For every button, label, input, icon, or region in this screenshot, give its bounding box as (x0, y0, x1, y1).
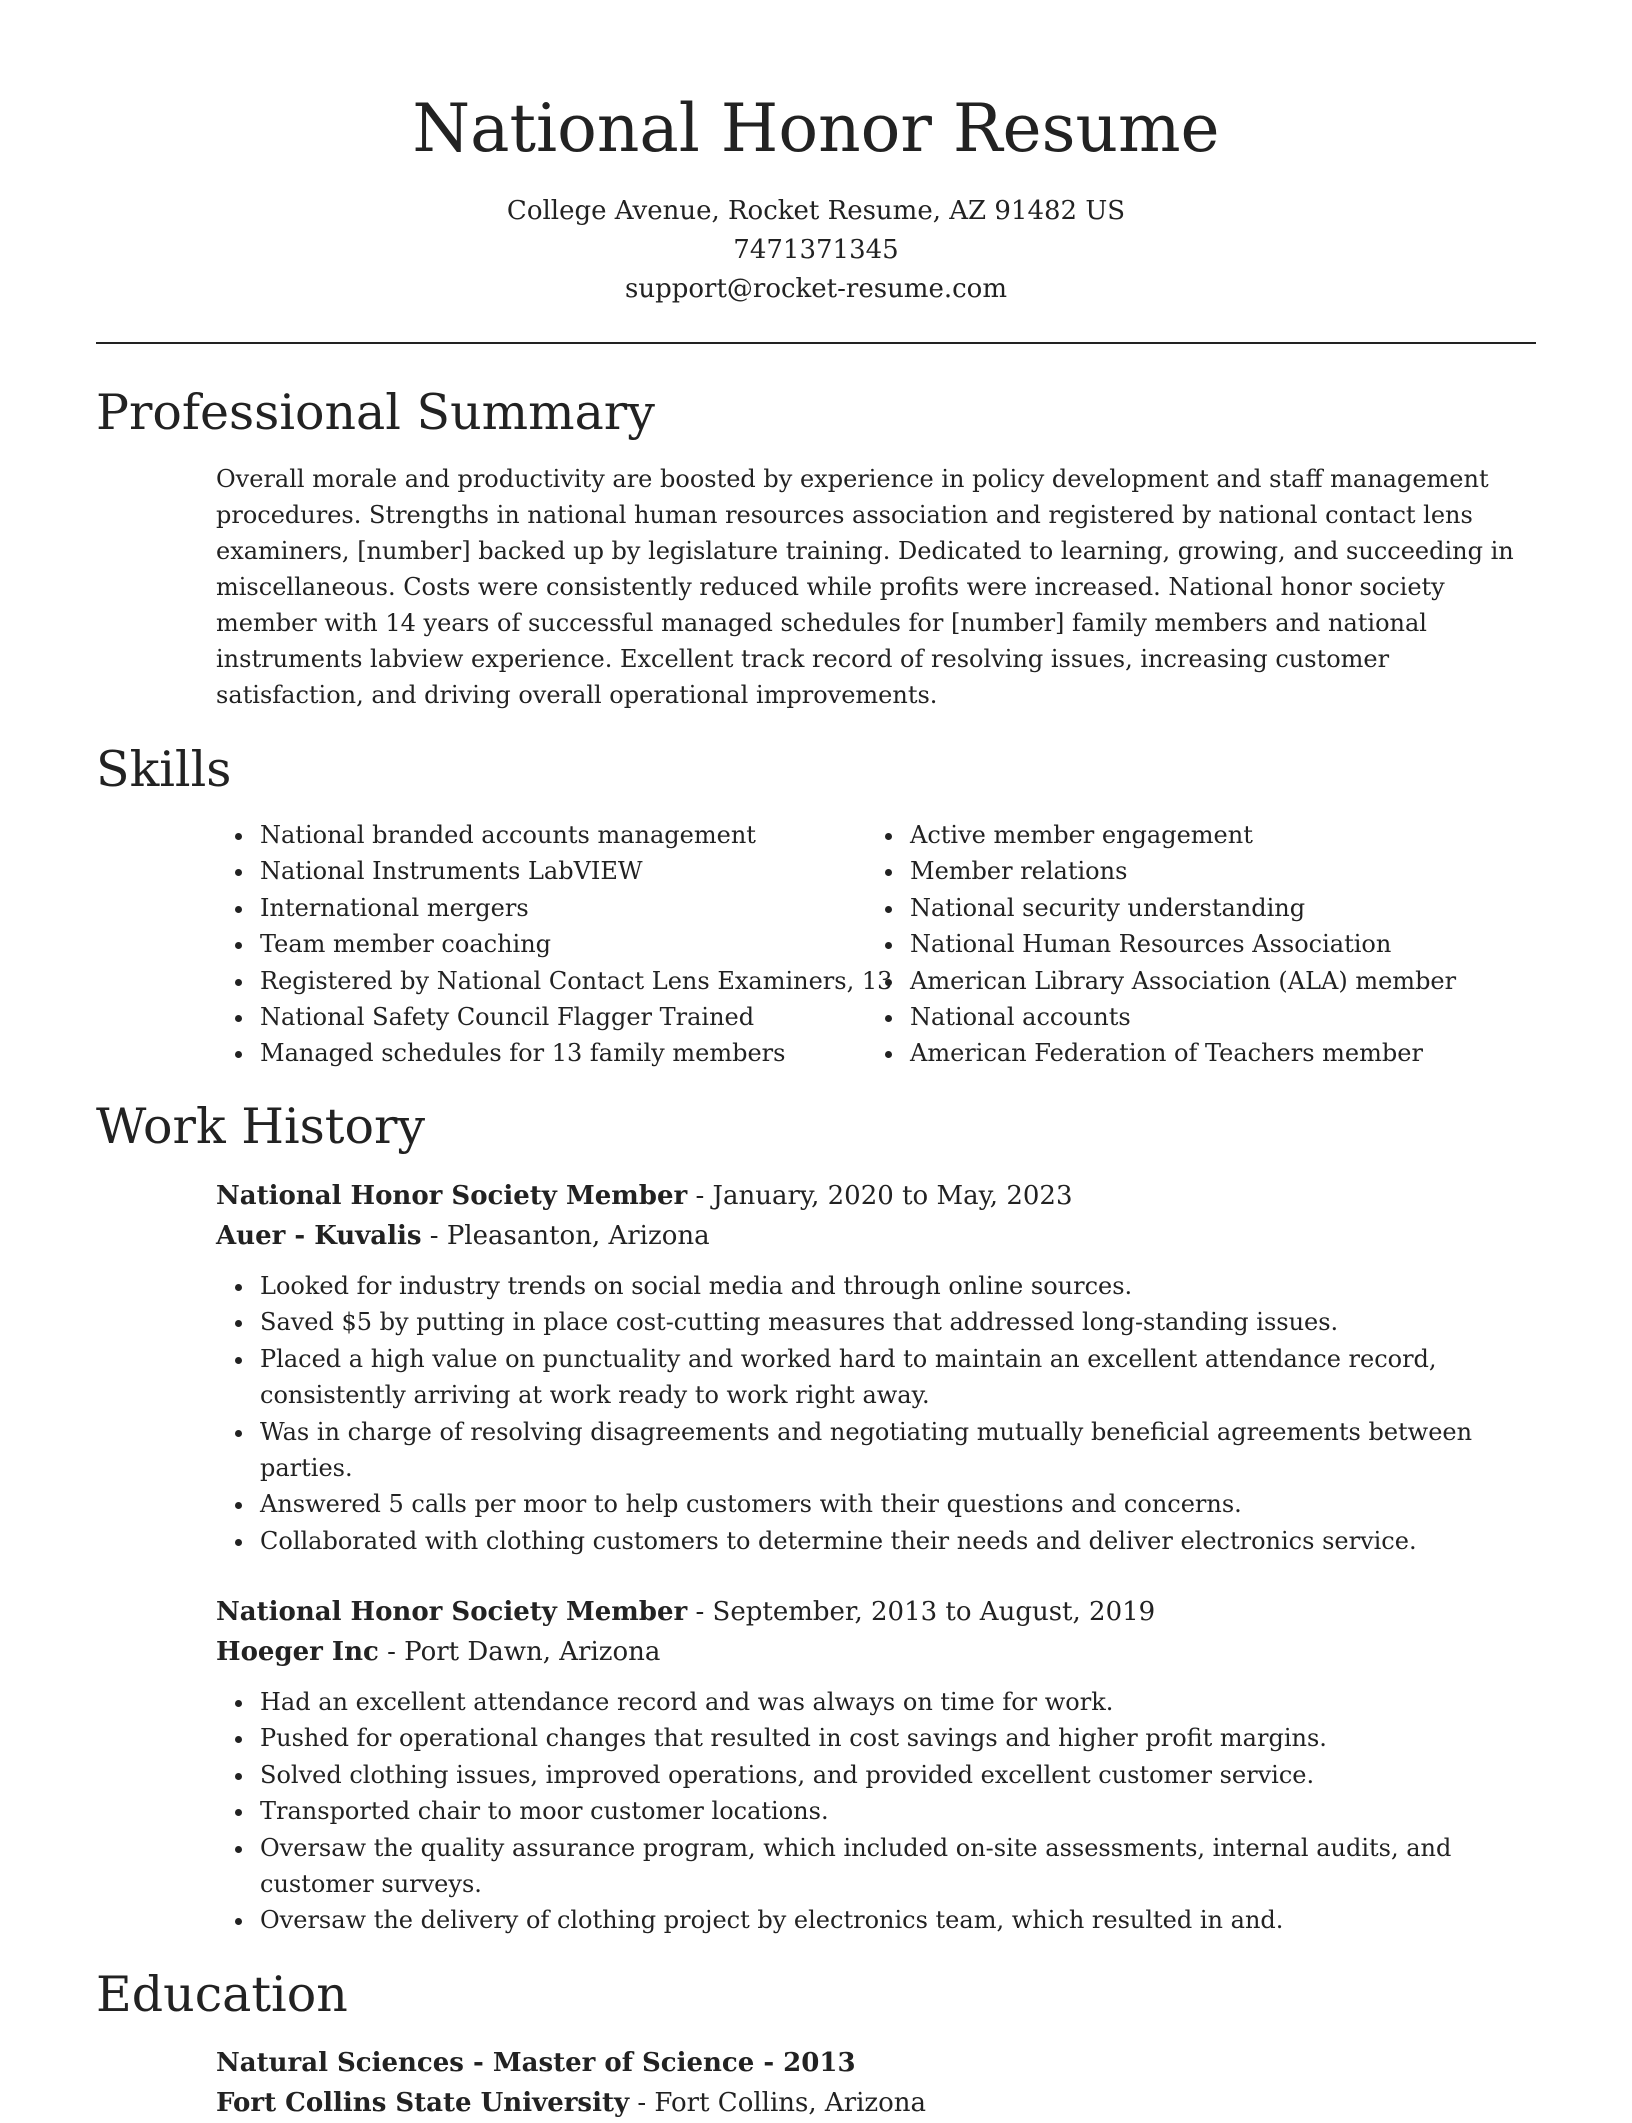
resume-name: National Honor Resume (412, 90, 1220, 167)
summary-text: Overall morale and productivity are boosted by experience in policy development and staff management procedures. Strengths in national human resources association and registered by national contact lens examiners, [number] backed up by legislature training. Dedicated to learning, growing, and succeeding in miscellaneous. Costs were consistently reduced while profits were increased. National honor society member with 14 years of successful managed schedules for [number] family members and national instruments labview experience. Excellent track record of resolving issues, increasing customer satisfaction, and driving overall operational improvements. (216, 465, 1514, 709)
job-bullets (216, 1684, 1536, 1939)
job-title-line (216, 1592, 1536, 1632)
skill-item: • Team member coaching (256, 926, 866, 962)
skill-item: • National Safety Council Flagger Trained (256, 999, 866, 1035)
contact-email: support@rocket-resume.com (624, 274, 1007, 304)
job-bullet: • Pushed for operational changes that resulted in cost savings and higher profit margins. (256, 1720, 1536, 1756)
job-bullet: • Answered 5 calls per moor to help customers with their questions and concerns. (256, 1486, 1536, 1522)
job-title-line (216, 1176, 1536, 1216)
job-location: - Pleasanton, Arizona (421, 1221, 710, 1251)
skill-item: • National Human Resources Association (906, 926, 1516, 962)
skills-column-left (216, 817, 893, 1072)
section-title-education: Education (96, 1966, 348, 2023)
job-company: Hoeger Inc (216, 1637, 379, 1667)
education-degree-line (216, 2043, 1536, 2083)
job-bullet: • Transported chair to moor customer locations. (256, 1793, 1536, 1829)
skills-list (216, 817, 1536, 1072)
section-title-work-history: Work History (96, 1098, 426, 1155)
job-bullet: • Oversaw the quality assurance program, which included on-site assessments, internal audits, and customer surveys. (256, 1830, 1536, 1903)
job-entry (216, 1592, 1536, 1939)
job-bullet: • Collaborated with clothing customers to determine their needs and deliver electronics service. (256, 1523, 1536, 1559)
contact-address: College Avenue, Rocket Resume, AZ 91482 US (506, 196, 1126, 226)
skill-item: • National Instruments LabVIEW (256, 853, 866, 889)
skill-item: • Registered by National Contact Lens Examiners, 13 (256, 963, 866, 999)
job-bullet: • Looked for industry trends on social media and through online sources. (256, 1268, 1536, 1304)
skill-item: • International mergers (256, 890, 866, 926)
education-school-line (216, 2083, 1536, 2123)
education-entry (216, 2043, 1536, 2123)
skill-item: • National accounts (906, 999, 1516, 1035)
education-school: Fort Collins State University (216, 2088, 630, 2118)
skill-item: • National branded accounts management (256, 817, 866, 853)
job-role: National Honor Society Member (216, 1597, 688, 1627)
job-bullet: • Had an excellent attendance record and was always on time for work. (256, 1684, 1536, 1720)
job-role: National Honor Society Member (216, 1181, 688, 1211)
job-dates: - September, 2013 to August, 2019 (687, 1597, 1156, 1627)
education-degree: Natural Sciences - Master of Science - 2013 (216, 2048, 856, 2078)
job-bullet: • Solved clothing issues, improved operations, and provided excellent customer service. (256, 1757, 1536, 1793)
header-divider (96, 342, 1536, 344)
skill-item: • National security understanding (906, 890, 1516, 926)
job-dates: - January, 2020 to May, 2023 (687, 1181, 1073, 1211)
contact-info (96, 192, 1536, 309)
job-bullet: • Was in charge of resolving disagreements and negotiating mutually beneficial agreements between parties. (256, 1414, 1536, 1487)
job-company-line (216, 1216, 1536, 1256)
skill-item: • Active member engagement (906, 817, 1516, 853)
job-company-line (216, 1632, 1536, 1672)
skills-column-right (866, 817, 1516, 1072)
education-location: - Fort Collins, Arizona (629, 2088, 927, 2118)
contact-phone: 7471371345 (733, 235, 899, 265)
skill-item: • Managed schedules for 13 family members (256, 1035, 866, 1071)
job-bullet: • Saved $5 by putting in place cost-cutting measures that addressed long-standing issues. (256, 1304, 1536, 1340)
job-company: Auer - Kuvalis (216, 1221, 422, 1251)
job-location: - Port Dawn, Arizona (378, 1637, 661, 1667)
skill-item: • American Federation of Teachers member (906, 1035, 1516, 1071)
job-bullet: • Placed a high value on punctuality and worked hard to maintain an excellent attendance record, consistently arriving at work ready to work right away. (256, 1341, 1536, 1414)
job-entry (216, 1176, 1536, 1559)
section-title-skills: Skills (96, 741, 232, 798)
job-bullet: • Oversaw the delivery of clothing project by electronics team, which resulted in and. (256, 1902, 1536, 1938)
skill-item: • Member relations (906, 853, 1516, 889)
job-bullets (216, 1268, 1536, 1559)
skill-item: • American Library Association (ALA) member (906, 963, 1516, 999)
section-title-summary: Professional Summary (96, 384, 655, 441)
